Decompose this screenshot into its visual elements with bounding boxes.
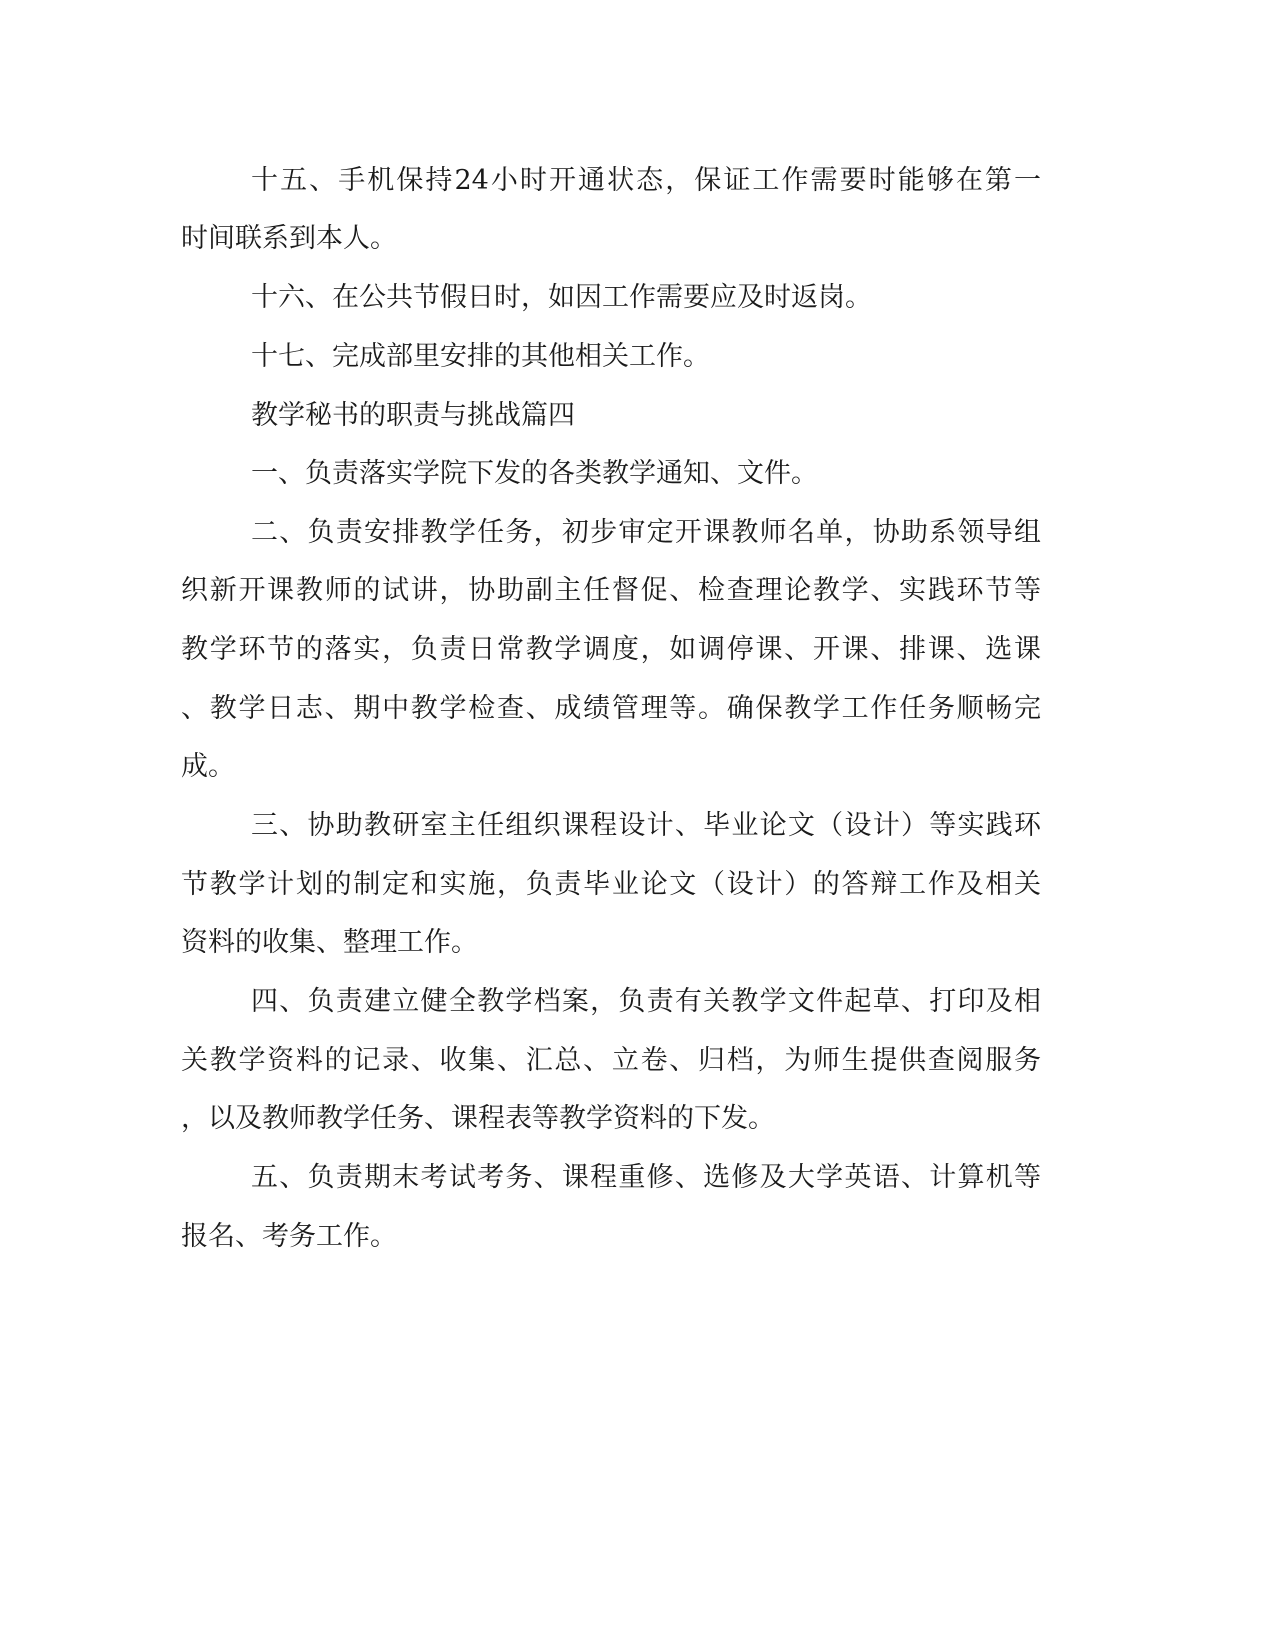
item-5-line-2: 报名、考务工作。 — [181, 1221, 397, 1252]
item-3-line-2: 节教学计划的制定和实施，负责毕业论文（设计）的答辩工作及相关 — [181, 869, 1041, 900]
item-2-line-1: 二、负责安排教学任务，初步审定开课教师名单，协助系领导组 — [251, 517, 1041, 548]
item-2-line-4: 、教学日志、期中教学检查、成绩管理等。确保教学工作任务顺畅完 — [181, 693, 1041, 724]
paragraph-15-line-1: 十五、手机保持24小时开通状态，保证工作需要时能够在第一 — [251, 165, 1041, 196]
item-4-line-1: 四、负责建立健全教学档案，负责有关教学文件起草、打印及相 — [251, 986, 1041, 1017]
paragraph-15-line-2: 时间联系到本人。 — [181, 223, 397, 254]
item-4-line-2: 关教学资料的记录、收集、汇总、立卷、归档，为师生提供查阅服务 — [181, 1045, 1041, 1076]
item-1: 一、负责落实学院下发的各类教学通知、文件。 — [251, 458, 818, 489]
item-3-line-3: 资料的收集、整理工作。 — [181, 927, 478, 958]
item-2-line-3: 教学环节的落实，负责日常教学调度，如调停课、开课、排课、选课 — [181, 634, 1041, 665]
section-heading: 教学秘书的职责与挑战篇四 — [251, 400, 575, 431]
item-3-line-1: 三、协助教研室主任组织课程设计、毕业论文（设计）等实践环 — [251, 810, 1041, 841]
item-5-line-1: 五、负责期末考试考务、课程重修、选修及大学英语、计算机等 — [251, 1162, 1041, 1193]
paragraph-17: 十七、完成部里安排的其他相关工作。 — [251, 341, 710, 372]
item-2-line-2: 织新开课教师的试讲，协助副主任督促、检查理论教学、实践环节等 — [181, 575, 1041, 606]
item-4-line-3: ，以及教师教学任务、课程表等教学资料的下发。 — [181, 1103, 775, 1134]
item-2-line-5: 成。 — [181, 751, 235, 782]
paragraph-16: 十六、在公共节假日时，如因工作需要应及时返岗。 — [251, 282, 872, 313]
